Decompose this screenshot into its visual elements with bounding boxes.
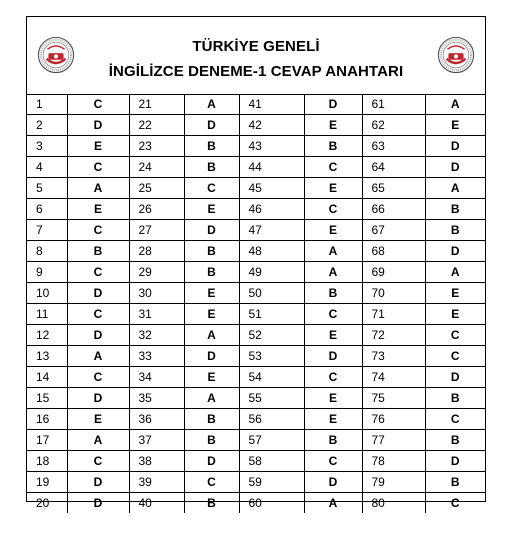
answer-cell: D bbox=[425, 451, 485, 472]
institution-logo-icon bbox=[37, 36, 75, 74]
answer-cell: D bbox=[425, 241, 485, 262]
question-number-cell: 60 bbox=[239, 493, 304, 514]
question-number-cell: 3 bbox=[27, 136, 67, 157]
title-line-2: İNGİLİZCE DENEME-1 CEVAP ANAHTARI bbox=[108, 63, 404, 80]
question-number-cell: 46 bbox=[239, 199, 304, 220]
answer-cell: C bbox=[67, 220, 129, 241]
question-number-cell: 12 bbox=[27, 325, 67, 346]
answer-cell: D bbox=[67, 472, 129, 493]
question-number-cell: 50 bbox=[239, 283, 304, 304]
answer-cell: E bbox=[184, 199, 239, 220]
answer-cell: D bbox=[304, 346, 362, 367]
question-number-cell: 65 bbox=[362, 178, 425, 199]
answer-cell: A bbox=[304, 241, 362, 262]
question-number-cell: 21 bbox=[129, 94, 184, 115]
answer-cell: A bbox=[304, 493, 362, 514]
answer-cell: E bbox=[425, 304, 485, 325]
answer-cell: D bbox=[304, 472, 362, 493]
answer-cell: C bbox=[67, 367, 129, 388]
table-row bbox=[27, 430, 485, 451]
question-number-cell: 54 bbox=[239, 367, 304, 388]
question-number-cell: 74 bbox=[362, 367, 425, 388]
answer-cell: A bbox=[184, 94, 239, 115]
table-row bbox=[27, 325, 485, 346]
table-row bbox=[27, 493, 485, 514]
question-number-cell: 58 bbox=[239, 451, 304, 472]
question-number-cell: 79 bbox=[362, 472, 425, 493]
institution-logo-icon bbox=[437, 36, 475, 74]
answer-cell: A bbox=[67, 346, 129, 367]
question-number-cell: 31 bbox=[129, 304, 184, 325]
question-number-cell: 73 bbox=[362, 346, 425, 367]
table-row bbox=[27, 178, 485, 199]
answer-cell: E bbox=[304, 325, 362, 346]
question-number-cell: 1 bbox=[27, 94, 67, 115]
answer-cell: E bbox=[304, 388, 362, 409]
table-row bbox=[27, 472, 485, 493]
answer-cell: E bbox=[304, 115, 362, 136]
answer-cell: C bbox=[425, 493, 485, 514]
answer-cell: D bbox=[67, 115, 129, 136]
table-row bbox=[27, 94, 485, 115]
question-number-cell: 47 bbox=[239, 220, 304, 241]
table-row bbox=[27, 388, 485, 409]
question-number-cell: 33 bbox=[129, 346, 184, 367]
question-number-cell: 6 bbox=[27, 199, 67, 220]
question-number-cell: 8 bbox=[27, 241, 67, 262]
question-number-cell: 14 bbox=[27, 367, 67, 388]
answer-cell: E bbox=[67, 136, 129, 157]
question-number-cell: 35 bbox=[129, 388, 184, 409]
question-number-cell: 2 bbox=[27, 115, 67, 136]
question-number-cell: 34 bbox=[129, 367, 184, 388]
answer-cell: D bbox=[184, 451, 239, 472]
question-number-cell: 11 bbox=[27, 304, 67, 325]
answer-cell: B bbox=[184, 241, 239, 262]
question-number-cell: 22 bbox=[129, 115, 184, 136]
answer-cell: D bbox=[184, 115, 239, 136]
question-number-cell: 70 bbox=[362, 283, 425, 304]
table-row bbox=[27, 367, 485, 388]
table-row bbox=[27, 115, 485, 136]
answer-cell: B bbox=[304, 430, 362, 451]
answer-cell: B bbox=[425, 430, 485, 451]
answer-cell: C bbox=[304, 157, 362, 178]
question-number-cell: 5 bbox=[27, 178, 67, 199]
question-number-cell: 63 bbox=[362, 136, 425, 157]
question-number-cell: 25 bbox=[129, 178, 184, 199]
answer-cell: E bbox=[184, 304, 239, 325]
table-row bbox=[27, 199, 485, 220]
question-number-cell: 49 bbox=[239, 262, 304, 283]
question-number-cell: 30 bbox=[129, 283, 184, 304]
question-number-cell: 45 bbox=[239, 178, 304, 199]
question-number-cell: 19 bbox=[27, 472, 67, 493]
question-number-cell: 59 bbox=[239, 472, 304, 493]
question-number-cell: 28 bbox=[129, 241, 184, 262]
question-number-cell: 80 bbox=[362, 493, 425, 514]
question-number-cell: 57 bbox=[239, 430, 304, 451]
question-number-cell: 61 bbox=[362, 94, 425, 115]
question-number-cell: 23 bbox=[129, 136, 184, 157]
answer-cell: B bbox=[425, 220, 485, 241]
answer-cell: B bbox=[304, 283, 362, 304]
answer-cell: A bbox=[184, 388, 239, 409]
question-number-cell: 40 bbox=[129, 493, 184, 514]
answer-cell: D bbox=[67, 325, 129, 346]
question-number-cell: 13 bbox=[27, 346, 67, 367]
answer-cell: D bbox=[184, 220, 239, 241]
question-number-cell: 62 bbox=[362, 115, 425, 136]
answer-cell: C bbox=[425, 409, 485, 430]
answer-key-sheet bbox=[26, 16, 486, 510]
answer-cell: A bbox=[425, 262, 485, 283]
answer-cell: C bbox=[304, 199, 362, 220]
question-number-cell: 39 bbox=[129, 472, 184, 493]
table-row bbox=[27, 157, 485, 178]
question-number-cell: 53 bbox=[239, 346, 304, 367]
answer-cell: B bbox=[184, 430, 239, 451]
question-number-cell: 78 bbox=[362, 451, 425, 472]
question-number-cell: 36 bbox=[129, 409, 184, 430]
answer-cell: A bbox=[425, 178, 485, 199]
answer-cell: B bbox=[304, 136, 362, 157]
answer-cell: E bbox=[425, 115, 485, 136]
answer-cell: A bbox=[304, 262, 362, 283]
answer-key-rows bbox=[27, 94, 485, 513]
answer-cell: E bbox=[425, 283, 485, 304]
question-number-cell: 72 bbox=[362, 325, 425, 346]
table-row bbox=[27, 304, 485, 325]
table-row bbox=[27, 262, 485, 283]
question-number-cell: 42 bbox=[239, 115, 304, 136]
question-number-cell: 64 bbox=[362, 157, 425, 178]
question-number-cell: 9 bbox=[27, 262, 67, 283]
title-line-1: TÜRKİYE GENELİ bbox=[192, 38, 320, 55]
table-row bbox=[27, 409, 485, 430]
question-number-cell: 43 bbox=[239, 136, 304, 157]
question-number-cell: 41 bbox=[239, 94, 304, 115]
question-number-cell: 10 bbox=[27, 283, 67, 304]
answer-cell: B bbox=[67, 241, 129, 262]
answer-cell: D bbox=[67, 493, 129, 514]
answer-cell: C bbox=[425, 325, 485, 346]
answer-cell: E bbox=[67, 409, 129, 430]
answer-cell: C bbox=[425, 346, 485, 367]
answer-cell: C bbox=[304, 367, 362, 388]
answer-cell: A bbox=[425, 94, 485, 115]
answer-cell: C bbox=[304, 304, 362, 325]
answer-cell: C bbox=[67, 262, 129, 283]
question-number-cell: 77 bbox=[362, 430, 425, 451]
answer-cell: E bbox=[304, 178, 362, 199]
question-number-cell: 26 bbox=[129, 199, 184, 220]
answer-cell: A bbox=[67, 430, 129, 451]
answer-cell: B bbox=[184, 409, 239, 430]
answer-cell: C bbox=[67, 94, 129, 115]
question-number-cell: 67 bbox=[362, 220, 425, 241]
question-number-cell: 51 bbox=[239, 304, 304, 325]
question-number-cell: 4 bbox=[27, 157, 67, 178]
answer-cell: A bbox=[184, 325, 239, 346]
question-number-cell: 38 bbox=[129, 451, 184, 472]
answer-cell: D bbox=[425, 157, 485, 178]
answer-cell: E bbox=[184, 367, 239, 388]
answer-key-header bbox=[27, 17, 485, 95]
question-number-cell: 48 bbox=[239, 241, 304, 262]
question-number-cell: 68 bbox=[362, 241, 425, 262]
answer-cell: D bbox=[67, 283, 129, 304]
question-number-cell: 52 bbox=[239, 325, 304, 346]
question-number-cell: 27 bbox=[129, 220, 184, 241]
question-number-cell: 44 bbox=[239, 157, 304, 178]
answer-cell: E bbox=[67, 199, 129, 220]
answer-cell: D bbox=[184, 346, 239, 367]
answer-cell: C bbox=[184, 178, 239, 199]
question-number-cell: 71 bbox=[362, 304, 425, 325]
question-number-cell: 69 bbox=[362, 262, 425, 283]
answer-cell: E bbox=[184, 283, 239, 304]
table-row bbox=[27, 451, 485, 472]
answer-cell: D bbox=[304, 94, 362, 115]
answer-cell: D bbox=[425, 136, 485, 157]
question-number-cell: 7 bbox=[27, 220, 67, 241]
answer-cell: C bbox=[67, 157, 129, 178]
question-number-cell: 16 bbox=[27, 409, 67, 430]
answer-key-table bbox=[27, 94, 485, 513]
table-row bbox=[27, 136, 485, 157]
table-row bbox=[27, 220, 485, 241]
answer-cell: B bbox=[184, 493, 239, 514]
answer-cell: A bbox=[67, 178, 129, 199]
answer-cell: D bbox=[67, 388, 129, 409]
question-number-cell: 15 bbox=[27, 388, 67, 409]
answer-cell: B bbox=[425, 388, 485, 409]
answer-cell: E bbox=[304, 220, 362, 241]
question-number-cell: 75 bbox=[362, 388, 425, 409]
question-number-cell: 29 bbox=[129, 262, 184, 283]
table-row bbox=[27, 241, 485, 262]
question-number-cell: 24 bbox=[129, 157, 184, 178]
question-number-cell: 56 bbox=[239, 409, 304, 430]
question-number-cell: 55 bbox=[239, 388, 304, 409]
question-number-cell: 76 bbox=[362, 409, 425, 430]
table-row bbox=[27, 283, 485, 304]
answer-cell: C bbox=[67, 304, 129, 325]
answer-cell: B bbox=[184, 157, 239, 178]
answer-cell: B bbox=[425, 472, 485, 493]
answer-cell: B bbox=[184, 136, 239, 157]
answer-cell: E bbox=[304, 409, 362, 430]
answer-cell: C bbox=[184, 472, 239, 493]
answer-cell: D bbox=[425, 367, 485, 388]
table-row bbox=[27, 346, 485, 367]
answer-cell: B bbox=[184, 262, 239, 283]
answer-cell: C bbox=[67, 451, 129, 472]
question-number-cell: 18 bbox=[27, 451, 67, 472]
answer-cell: C bbox=[304, 451, 362, 472]
answer-cell: B bbox=[425, 199, 485, 220]
question-number-cell: 66 bbox=[362, 199, 425, 220]
question-number-cell: 32 bbox=[129, 325, 184, 346]
question-number-cell: 37 bbox=[129, 430, 184, 451]
question-number-cell: 17 bbox=[27, 430, 67, 451]
question-number-cell: 20 bbox=[27, 493, 67, 514]
